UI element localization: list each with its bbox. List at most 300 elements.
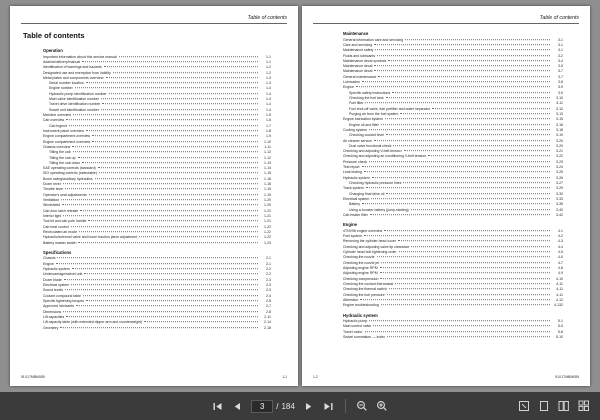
toc-entry-label: Purging air from the fuel system <box>349 111 399 116</box>
toc-entry-page: 3-13 <box>555 111 563 116</box>
toc-entry-label: Coolant compound table <box>43 293 81 298</box>
toc-entry-page: 3-24 <box>555 165 563 170</box>
page-header-left: Table of contents <box>21 15 287 24</box>
toc-entry-page: 3-2 <box>557 53 563 58</box>
toc-entry-label: Engine lubrication system <box>343 117 383 122</box>
toc-entry-page: 5-8 <box>557 329 563 334</box>
toc-entry-label: Checking the fuel pressure <box>343 292 385 297</box>
toc-leader <box>89 194 258 195</box>
toc-entry-page: 1-22 <box>263 235 271 240</box>
toc-section-list <box>343 229 563 309</box>
toc-entry-label: Adjusting engine RPM <box>343 266 378 270</box>
toc-leader <box>381 124 550 125</box>
toc-entry-page: 3-1 <box>557 37 563 42</box>
toc-leader <box>78 157 258 158</box>
toc-entry-label: Travel drive identification number <box>49 102 101 107</box>
toc-entry-label: Maintenance safety <box>343 48 374 53</box>
toc-entry-page: 4-12 <box>555 297 563 302</box>
toc-entry-label: Identification of warnings and hazards <box>43 65 102 70</box>
toc-entry-page: 1-21 <box>263 213 271 218</box>
toc-entry-page: 1-4 <box>265 91 271 96</box>
toc-leader <box>92 135 258 136</box>
zoom-in-icon[interactable] <box>376 400 389 413</box>
toc-entry-page: 3-15 <box>555 117 563 122</box>
toc-entry-page: 4-7 <box>557 260 563 265</box>
toc-leader <box>61 199 258 200</box>
toc-leader <box>387 294 550 295</box>
toolbar-navigation-group <box>8 399 592 413</box>
toc-entry-page: 3-18 <box>555 127 563 132</box>
toc-entry-page: 1-19 <box>263 187 271 192</box>
toc-leader <box>377 257 550 258</box>
toc-leader <box>369 129 550 130</box>
toc-section-heading: Hydraulic system <box>343 312 378 318</box>
toc-entry-page: 1-16 <box>263 176 271 181</box>
toc-leader <box>373 326 550 327</box>
toc-entry-label: Checking the coolant thermostat <box>343 281 394 286</box>
toc-leader <box>428 156 550 157</box>
toc-entry-page: 1-2 <box>265 70 271 75</box>
toc-entry-page: 3-35 <box>555 202 563 207</box>
toc-leader <box>84 274 258 275</box>
toc-entry-page: 3-19 <box>555 133 563 138</box>
toc-entry-page: 3-8 <box>557 80 563 85</box>
toc-entry-label: Approved lubricants <box>43 304 74 309</box>
toc-entry-label: Lift capacities <box>43 314 65 319</box>
toc-section-list <box>43 256 271 330</box>
toc-leader <box>65 189 258 190</box>
toc-entry-label: Fuel system <box>343 234 362 239</box>
toc-entry-label: Chassis <box>43 256 56 261</box>
toc-entry-page: 1-12 <box>263 150 271 155</box>
toc-entry-label: Pressure check <box>343 159 368 164</box>
toc-leader <box>57 258 258 259</box>
toc-leader <box>109 93 258 94</box>
toc-entry-label: Electrical system <box>43 283 70 287</box>
toc-leader <box>72 146 258 147</box>
toc-entry-page: 2-3 <box>265 288 271 293</box>
toc-entry-page: 1-6 <box>265 118 271 123</box>
toc-entry-label: Windshield <box>43 203 61 208</box>
toc-leader <box>403 182 550 183</box>
toc-leader <box>432 108 550 109</box>
toc-entry-page: 1-19 <box>263 192 271 197</box>
page-total: 184 <box>281 401 295 411</box>
toc-entry[interactable] <box>343 213 563 218</box>
toc-leader <box>381 262 550 263</box>
toc-entry-label: Maintenance decal <box>343 64 373 69</box>
toc-entry-label: Important information about this service manual <box>43 54 117 59</box>
toc-leader <box>95 178 258 179</box>
toc-entry-page: 3-33 <box>555 196 563 201</box>
toc-entry-page: 1-4 <box>265 86 271 91</box>
toc-entry-label: Designated use and exemption from liability <box>43 70 111 75</box>
toc-entry-label: Swivel unit identification number <box>49 107 99 112</box>
toc-leader <box>375 49 550 50</box>
toc-entry-page: 1-7 <box>265 123 271 128</box>
toc-leader <box>386 134 550 135</box>
toc-leader <box>374 65 550 66</box>
toc-entry-page: 1-21 <box>263 219 271 224</box>
toc-leader <box>119 56 258 57</box>
page-right[interactable] <box>302 6 590 386</box>
toc-entry-page: 3-11 <box>556 101 563 106</box>
toc-entry-page: 3-30 <box>555 191 563 196</box>
toc-entry-label: Checking and adjusting air conditioning V-belt tension <box>343 154 427 159</box>
toc-entry-label: Hydraulic pump identification number <box>49 91 107 96</box>
toc-leader <box>411 209 550 210</box>
toc-entry-page: 3-23 <box>555 159 563 164</box>
toc-leader <box>381 304 550 305</box>
toc-leader <box>66 120 258 121</box>
footer-page-number: 1-2 <box>313 375 318 379</box>
toc-entry-label: Checking hydraulic pressure lines <box>349 181 402 186</box>
single-page-view-icon[interactable] <box>537 400 550 413</box>
toc-leader <box>101 98 258 99</box>
toc-entry-label: Engine number <box>49 86 73 91</box>
toc-entry-page: 4-11 <box>556 292 563 297</box>
toc-entry-label: Boom swing/auxiliary hydraulics <box>43 176 93 181</box>
toc-leader <box>395 283 550 284</box>
toc-leader <box>63 311 258 312</box>
toc-entry-page: 2-1 <box>265 261 271 266</box>
toc-leader <box>65 290 258 291</box>
toc-entry-label: Hydraulic pump <box>343 319 368 324</box>
toc-entry-page: 3-27 <box>555 181 563 186</box>
toc-leader <box>369 161 550 162</box>
toc-entry-label: Serial number location <box>49 81 84 86</box>
toc-entry-label: Checking and adjusting valve tip clearance <box>343 244 410 249</box>
toc-leader <box>386 97 550 98</box>
first-page-button[interactable] <box>211 400 224 413</box>
toc-entry-page: 1-14 <box>263 166 271 171</box>
toc-section-list <box>343 38 563 219</box>
toc-leader <box>374 44 550 45</box>
toc-entry-label: Adaline/delivery/manual <box>43 59 81 64</box>
toc-entry-page: 2-2 <box>265 267 271 272</box>
page-separator: / <box>276 401 279 411</box>
toc-entry[interactable] <box>343 303 563 308</box>
page-title-left: Table of contents <box>23 31 85 40</box>
toc-entry-label: Fuel filter <box>349 101 364 106</box>
toc-leader <box>374 140 550 141</box>
toc-leader <box>75 88 258 89</box>
toc-entry-label: 4TNV98 engine overview <box>343 228 383 233</box>
toc-section-heading: Engine <box>343 222 357 228</box>
page-left[interactable] <box>10 6 298 386</box>
toc-entry-page: 3-10 <box>555 96 563 101</box>
toc-leader <box>86 130 258 131</box>
toc-leader <box>374 71 550 72</box>
footer-page-number: 1-1 <box>282 375 287 379</box>
toc-entry-label: Sound levels <box>43 288 64 293</box>
toc-entry-page: 4-132 <box>554 303 563 308</box>
toc-leader <box>398 241 550 242</box>
toc-entry-page: 2-1 <box>265 256 271 261</box>
toc-entry-page: 1-13 <box>263 160 271 165</box>
toc-leader <box>71 284 258 285</box>
toc-entry-label: Cab overview <box>43 118 65 123</box>
toc-entry-page: 3-12 <box>555 106 563 111</box>
toc-entry-page: 3-4 <box>557 58 563 63</box>
toc-leader <box>92 141 258 142</box>
toc-entry-label: Cylinder head bolt tightening order <box>343 250 397 255</box>
toc-entry-page: 5-1 <box>557 319 563 324</box>
toc-leader <box>60 327 258 328</box>
page-header-right: Table of contents <box>313 15 579 24</box>
toc-entry-page: 1-4 <box>265 102 271 107</box>
toc-entry-label: Dozer blade <box>43 277 62 282</box>
toc-section-heading: Specifications <box>43 249 72 255</box>
toc-leader <box>66 316 258 317</box>
toc-entry-label: Air cleaner service <box>343 138 372 143</box>
toc-entry-page: 2-11 <box>264 314 271 319</box>
toc-entry-page: 2-14 <box>263 320 271 325</box>
toc-entry-label: Cab legend <box>49 123 67 128</box>
toc-entry-page: 4-5 <box>557 250 563 255</box>
toc-entry-page: 1-1 <box>265 59 271 64</box>
toc-leader <box>369 320 550 321</box>
toolbar-divider <box>345 399 346 413</box>
page-navigator[interactable] <box>251 400 295 413</box>
last-page-button[interactable] <box>322 400 335 413</box>
toc-entry-label: Lubrication <box>343 80 361 85</box>
toc-entry-page: 1-3 <box>265 81 271 86</box>
toc-leader <box>387 336 550 337</box>
toc-leader <box>392 92 550 93</box>
toc-entry-label: Hydraulic system <box>343 175 370 180</box>
toc-leader <box>88 220 258 221</box>
toc-leader <box>71 226 258 227</box>
toc-entry-page: 1-21 <box>263 208 271 213</box>
toc-entry-page: 5-10 <box>555 335 563 340</box>
toc-leader <box>69 125 258 126</box>
toc-leader <box>106 77 258 78</box>
toc-entry-page: 1-23 <box>263 240 271 245</box>
toc-entry-page: 3-1 <box>557 48 563 53</box>
toc-entry-page: 2-2 <box>265 272 271 277</box>
toc-entry-label: Operator's seat adjustments <box>43 192 87 197</box>
next-page-button[interactable] <box>302 400 315 413</box>
toc-entry-page: 2-4 <box>265 293 271 298</box>
toc-entry-page: 3-20 <box>555 138 563 143</box>
toc-leader <box>380 267 550 268</box>
toc-entry-label: Engine compartment overview <box>43 134 91 139</box>
toc-entry-page: 4-8 <box>557 266 563 270</box>
thumbnails-icon[interactable] <box>577 400 590 413</box>
toc-entry-label: Throttle lever <box>43 187 64 192</box>
toc-entry-label: General maintenance <box>343 74 377 79</box>
toc-entry-page: 1-22 <box>263 229 271 234</box>
toc-entry-page: 1-2 <box>265 65 271 70</box>
toc-entry-page: 3-26 <box>555 175 563 180</box>
toc-leader <box>393 145 550 146</box>
toc-leader <box>362 166 550 167</box>
toc-entry-page: 1-20 <box>263 198 271 203</box>
toc-leader <box>411 246 550 247</box>
toc-entry-label: Checking coolant level <box>349 133 385 138</box>
toc-entry-label: Cooling system <box>343 127 367 132</box>
toc-leader <box>86 82 258 83</box>
toc-entry-label: Tilting the cab <box>49 150 71 155</box>
footer-doc-code: 91X17MBM089 <box>21 375 45 379</box>
toc-leader <box>98 167 258 168</box>
toc-leader <box>64 279 258 280</box>
toc-entry-page: 3-21 <box>555 149 563 154</box>
toc-entry-page: 1-11 <box>264 144 271 149</box>
toc-leader <box>62 205 258 206</box>
toc-entry-page: 1-22 <box>263 224 271 229</box>
toc-entry-page: 1-4 <box>265 107 271 112</box>
toc-leader <box>388 60 550 61</box>
two-page-view-icon[interactable] <box>557 400 570 413</box>
toc-entry-label: Using a booster battery (jump-starting) <box>349 207 409 212</box>
toc-entry-page: 1-12 <box>263 155 271 160</box>
toc-entry-page: 1-4 <box>265 97 271 102</box>
toc-entry-label: Undercarriage/swivel unit <box>43 272 83 277</box>
toc-entry-label: Maintenance decal symbols <box>343 58 387 63</box>
toc-leader <box>76 305 258 306</box>
toc-leader <box>82 162 258 163</box>
toc-entry-label: Adjusting engine RPM <box>343 271 378 276</box>
toc-entry-page: 3-7 <box>557 74 563 79</box>
toc-entry-page: 3-9 <box>557 90 563 95</box>
toc-entry-label: Alternator <box>343 297 359 302</box>
toc-entry[interactable] <box>43 241 271 246</box>
toc-entry-page: 3-20 <box>555 143 563 148</box>
toc-entry-label: Fluids and lubricants <box>343 53 376 58</box>
toc-entry[interactable] <box>343 335 563 340</box>
toc-entry-page: 3-22 <box>555 154 563 159</box>
toc-entry-page: 4-9 <box>557 271 563 276</box>
toc-entry-page: 1-15 <box>263 171 271 176</box>
toc-entry-label: Battery master switch <box>43 240 77 245</box>
toc-entry[interactable] <box>43 326 271 331</box>
page-number-input[interactable] <box>251 400 273 413</box>
toc-leader <box>72 268 258 269</box>
toc-entry-page: 2-8 <box>265 309 271 314</box>
toc-entry-label: Engine troubleshooting <box>343 303 379 308</box>
toc-entry-label: Recirculated air mode <box>43 229 78 234</box>
toc-entry-label: Instrument panel overview <box>43 128 84 133</box>
toc-entry-label: Cab heater filter <box>343 212 368 217</box>
toc-entry-page: 1-9 <box>265 134 271 139</box>
toc-entry-label: Care and servicing <box>343 42 373 47</box>
toc-entry-page: 3-40 <box>555 207 563 212</box>
toc-leader <box>73 151 258 152</box>
toc-entry-label: Hydraulic system <box>43 267 70 272</box>
toc-entry-label: Travel motor <box>343 329 363 334</box>
toc-entry-label: Cab door latch release <box>43 208 79 213</box>
toc-right <box>313 31 579 340</box>
toc-leader <box>365 103 550 104</box>
toc-entry-page: 1-5 <box>265 113 271 118</box>
toc-leader <box>380 273 550 274</box>
toc-entry-page: 1-3 <box>265 75 271 80</box>
toc-leader <box>102 104 258 105</box>
toc-leader <box>399 251 550 252</box>
toc-entry-label: Cab heat control <box>43 224 69 229</box>
toc-leader <box>400 113 550 114</box>
toc-entry-page: 4-6 <box>557 255 563 260</box>
toc-entry-page: 4-1 <box>557 228 563 233</box>
toc-leader <box>377 55 550 56</box>
toc-leader <box>104 66 258 67</box>
toc-leader <box>362 81 550 82</box>
toc-leader <box>370 214 550 215</box>
fit-page-icon[interactable] <box>517 400 530 413</box>
viewer-toolbar <box>0 392 600 420</box>
toc-entry-page: 4-3 <box>557 239 563 244</box>
toc-leader <box>364 235 550 236</box>
toc-entry-label: Fuel shut-off valve, fuel prefilter and water separator <box>349 106 430 111</box>
toc-leader <box>364 172 550 173</box>
toc-entry-label: Engine compartment overview <box>43 139 91 144</box>
toc-section-heading: Maintenance <box>343 31 369 36</box>
toc-leader <box>378 76 550 77</box>
toc-entry-label: SAE operating controls (standard) <box>43 166 96 171</box>
toc-leader <box>101 109 258 110</box>
toc-entry-label: Maintenance decal <box>343 69 373 74</box>
toc-entry-page: 4-10 <box>555 276 563 281</box>
toc-entry-label: Electrical system <box>343 196 370 201</box>
toc-leader <box>80 210 258 211</box>
toc-entry-page: 1-1 <box>265 54 271 59</box>
toc-leader <box>82 61 258 62</box>
toc-entry-label: ISO operating controls (selectable) <box>43 171 97 176</box>
toc-entry-page: 1-8 <box>265 128 271 133</box>
toc-leader <box>405 39 550 40</box>
toc-entry-label: Ventilation <box>43 198 60 203</box>
toc-entry-label: Tilting the cab up <box>49 155 76 160</box>
toc-entry-label: Main valve identification number <box>49 97 99 102</box>
toc-entry-page: 3-1 <box>557 42 563 47</box>
toc-leader <box>380 278 550 279</box>
toc-leader <box>63 183 258 184</box>
toc-leader <box>372 177 550 178</box>
toc-entry-label: Dust valve functional check <box>349 143 392 148</box>
toc-leader <box>86 300 258 301</box>
toc-entry-page: 1-18 <box>263 182 271 187</box>
toc-section-heading: Operation <box>43 48 63 53</box>
page-footer-right <box>313 375 579 379</box>
toc-entry-page: 4-11 <box>556 281 563 286</box>
toc-entry-label: Dimensions <box>43 309 62 314</box>
zoom-out-icon[interactable] <box>356 400 369 413</box>
toc-entry-label: Test report <box>343 165 360 170</box>
toc-entry-page: 3-16 <box>555 122 563 127</box>
toc-entry-label: Main control valve <box>343 324 372 329</box>
toc-entry-label: Swivel summation — index <box>343 335 386 340</box>
toc-leader <box>79 231 258 232</box>
toc-entry-label: Checking and adjusting V-belt tension <box>343 149 402 154</box>
toc-entry-label: Geometry <box>43 325 59 330</box>
toc-leader <box>73 114 258 115</box>
toc-leader <box>63 215 258 216</box>
toc-entry-page: 2-7 <box>265 304 271 309</box>
toc-leader <box>99 173 258 174</box>
toc-entry-page: 5-5 <box>557 324 563 329</box>
toc-entry-page: 3-29 <box>555 186 563 191</box>
toc-entry-page: 4-4 <box>557 244 563 249</box>
toc-entry-label: Removing the cylinder head cover <box>343 239 396 244</box>
toc-leader <box>83 295 258 296</box>
toc-leader <box>78 242 258 243</box>
toc-entry-page: 2-18 <box>263 325 271 330</box>
toc-entry-page: 1-10 <box>263 139 271 144</box>
previous-page-button[interactable] <box>231 400 244 413</box>
toc-leader <box>386 193 550 194</box>
